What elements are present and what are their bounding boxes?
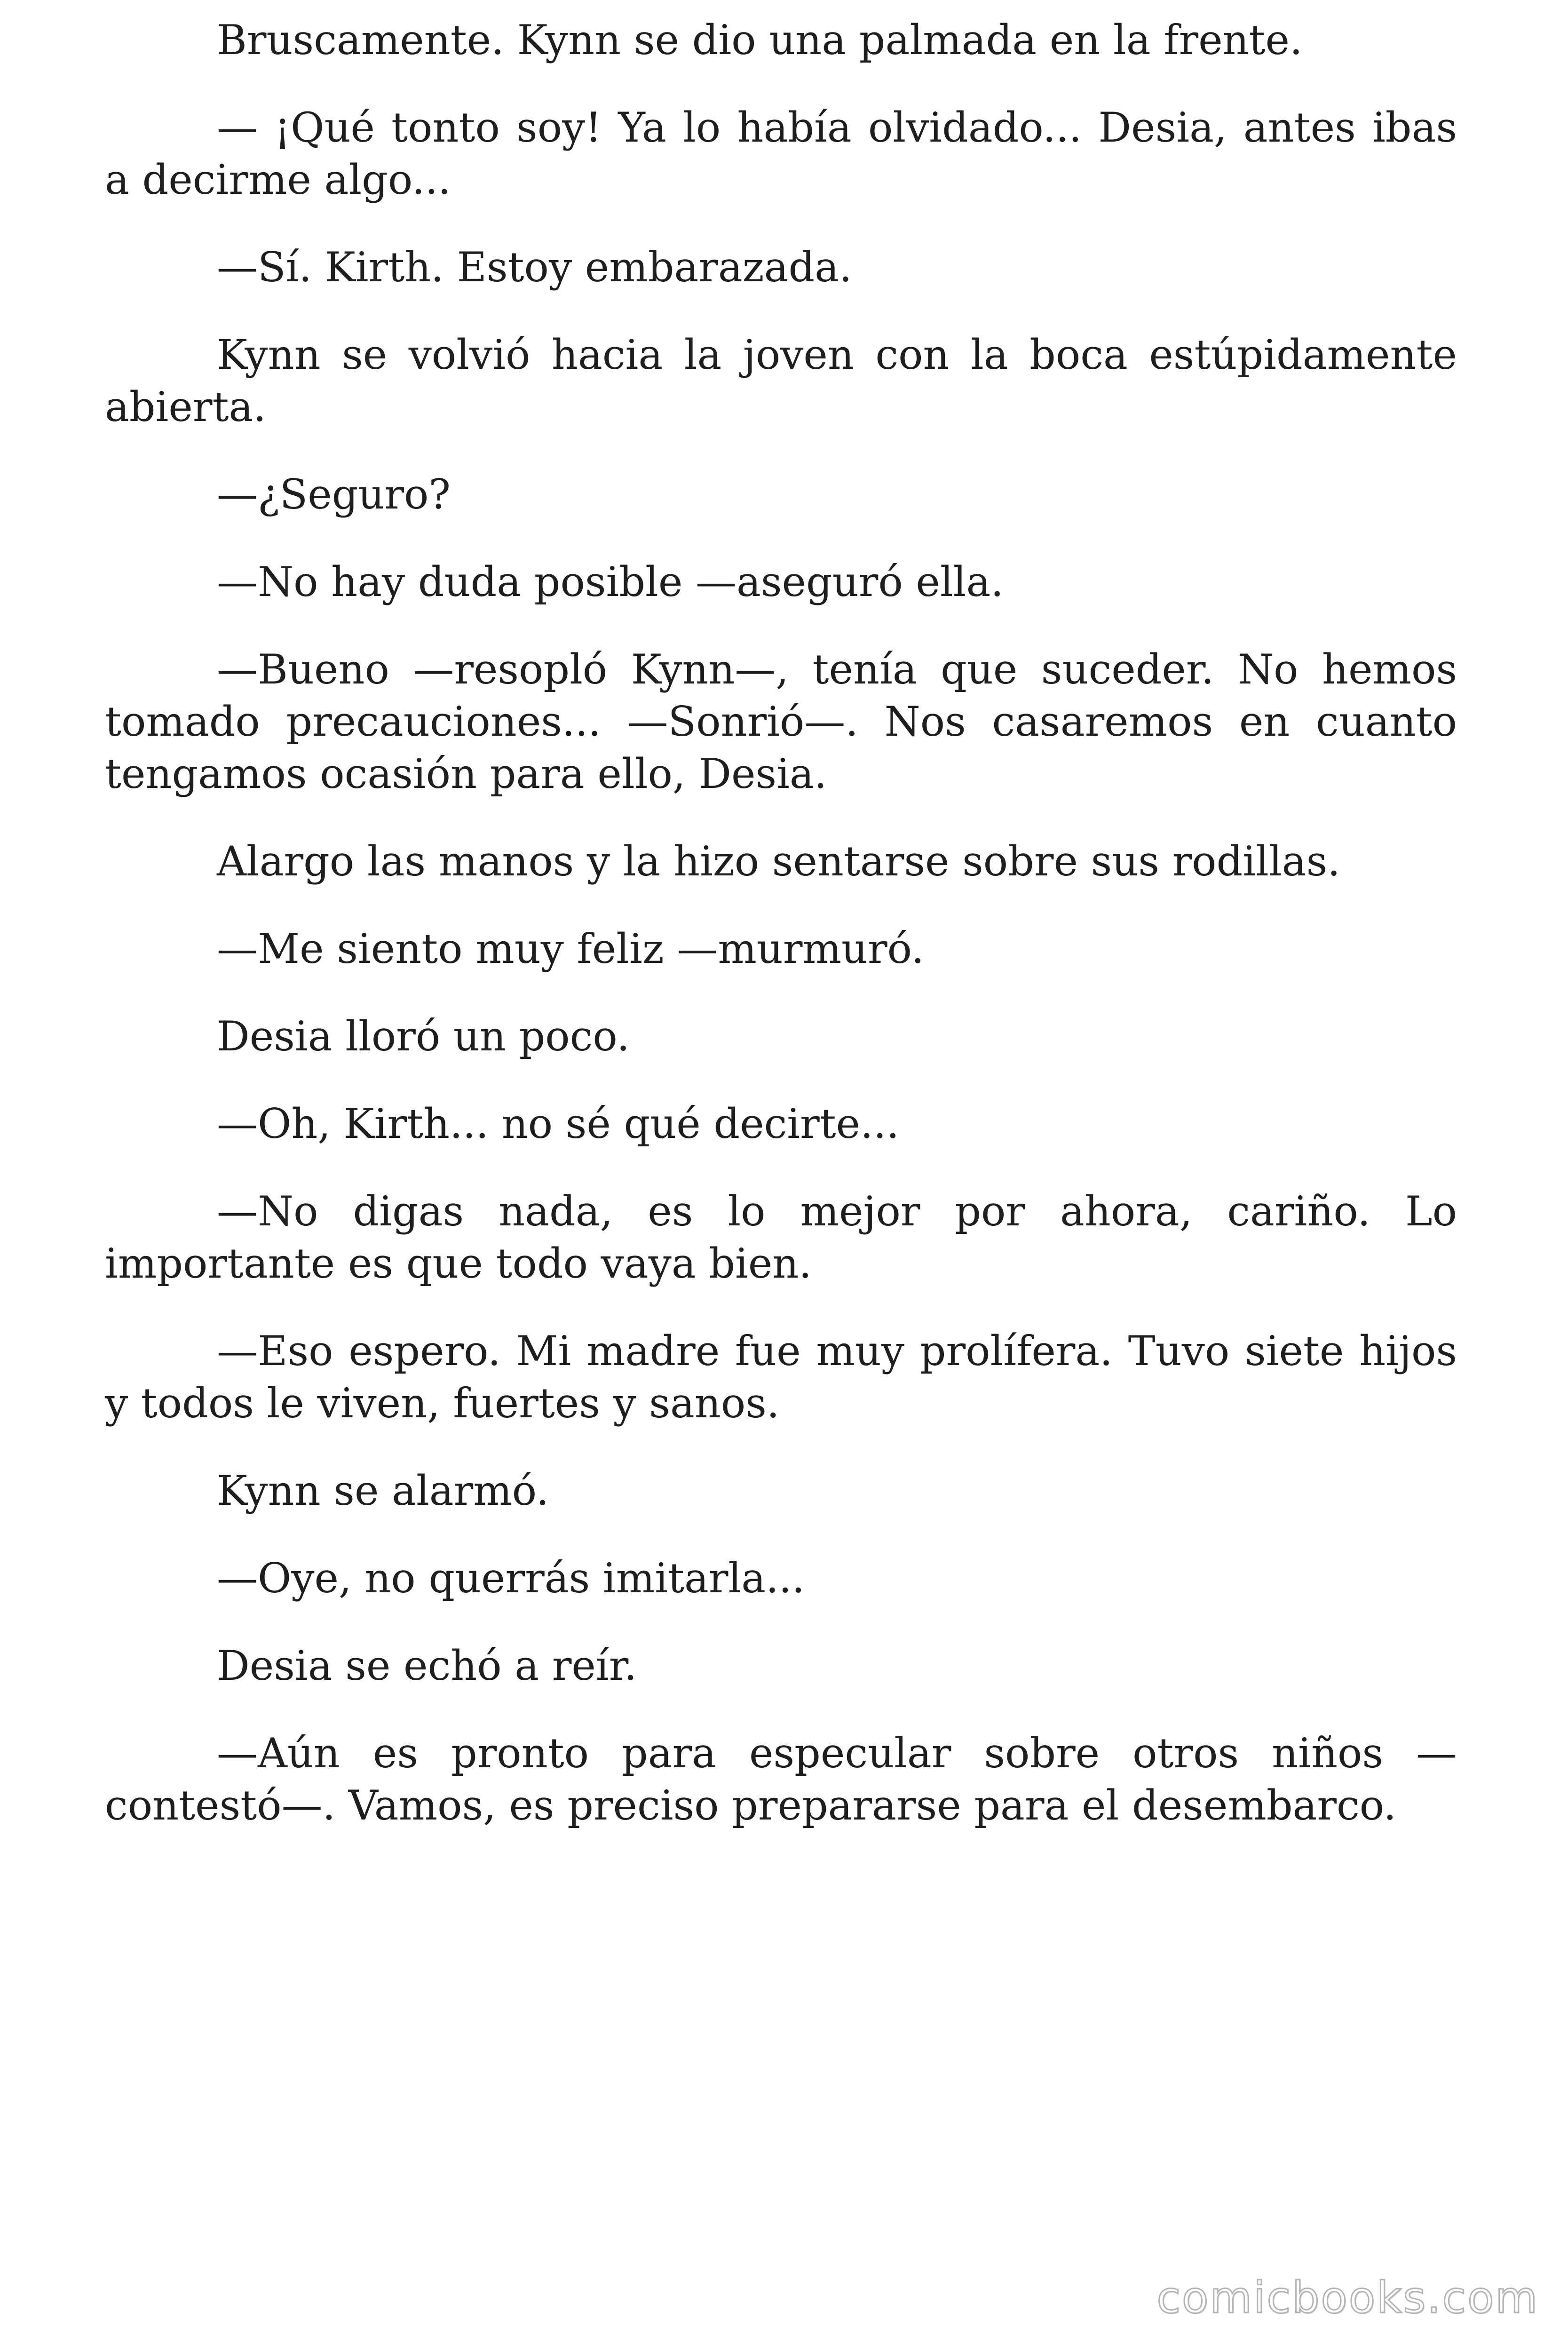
paragraph: Alargo las manos y la hizo sentarse sobre sus rodillas. bbox=[217, 837, 1340, 885]
paragraph: —Aún es pronto para especular sobre otros niños —contestó—. Vamos, es preciso prepararse para el desembarco. bbox=[105, 1729, 1457, 1829]
paragraph: —Me siento muy feliz —murmuró. bbox=[217, 925, 925, 973]
watermark: comicbooks.com bbox=[1156, 2273, 1539, 2323]
page-text bbox=[105, 14, 1457, 1867]
paragraph: — ¡Qué tonto soy! Ya lo había olvidado... Desia, antes ibas a decirme algo... bbox=[105, 103, 1457, 204]
paragraph: Desia lloró un poco. bbox=[217, 1012, 630, 1060]
paragraph: —Oh, Kirth... no sé qué decirte... bbox=[217, 1100, 900, 1148]
paragraph: —Bueno —resopló Kynn—, tenía que suceder. No hemos tomado precauciones... —Sonrió—. Nos casaremos en cuanto tengamos ocasión para ello, Desia. bbox=[105, 645, 1457, 798]
paragraph: —Eso espero. Mi madre fue muy prolífera. Tuvo siete hijos y todos le viven, fuertes y sanos. bbox=[105, 1327, 1457, 1427]
paragraph: —Sí. Kirth. Estoy embarazada. bbox=[217, 243, 852, 291]
paragraph: —No hay duda posible —aseguró ella. bbox=[217, 558, 1004, 606]
paragraph: Kynn se volvió hacia la joven con la boca estúpidamente abierta. bbox=[105, 331, 1457, 431]
paragraph: Bruscamente. Kynn se dio una palmada en la frente. bbox=[217, 16, 1303, 64]
paragraph: Kynn se alarmó. bbox=[217, 1467, 549, 1515]
paragraph: —Oye, no querrás imitarla... bbox=[217, 1554, 805, 1602]
paragraph: Desia se echó a reír. bbox=[217, 1642, 637, 1690]
paragraph: —¿Seguro? bbox=[217, 470, 451, 518]
paragraph: —No digas nada, es lo mejor por ahora, cariño. Lo importante es que todo vaya bien. bbox=[105, 1187, 1457, 1287]
